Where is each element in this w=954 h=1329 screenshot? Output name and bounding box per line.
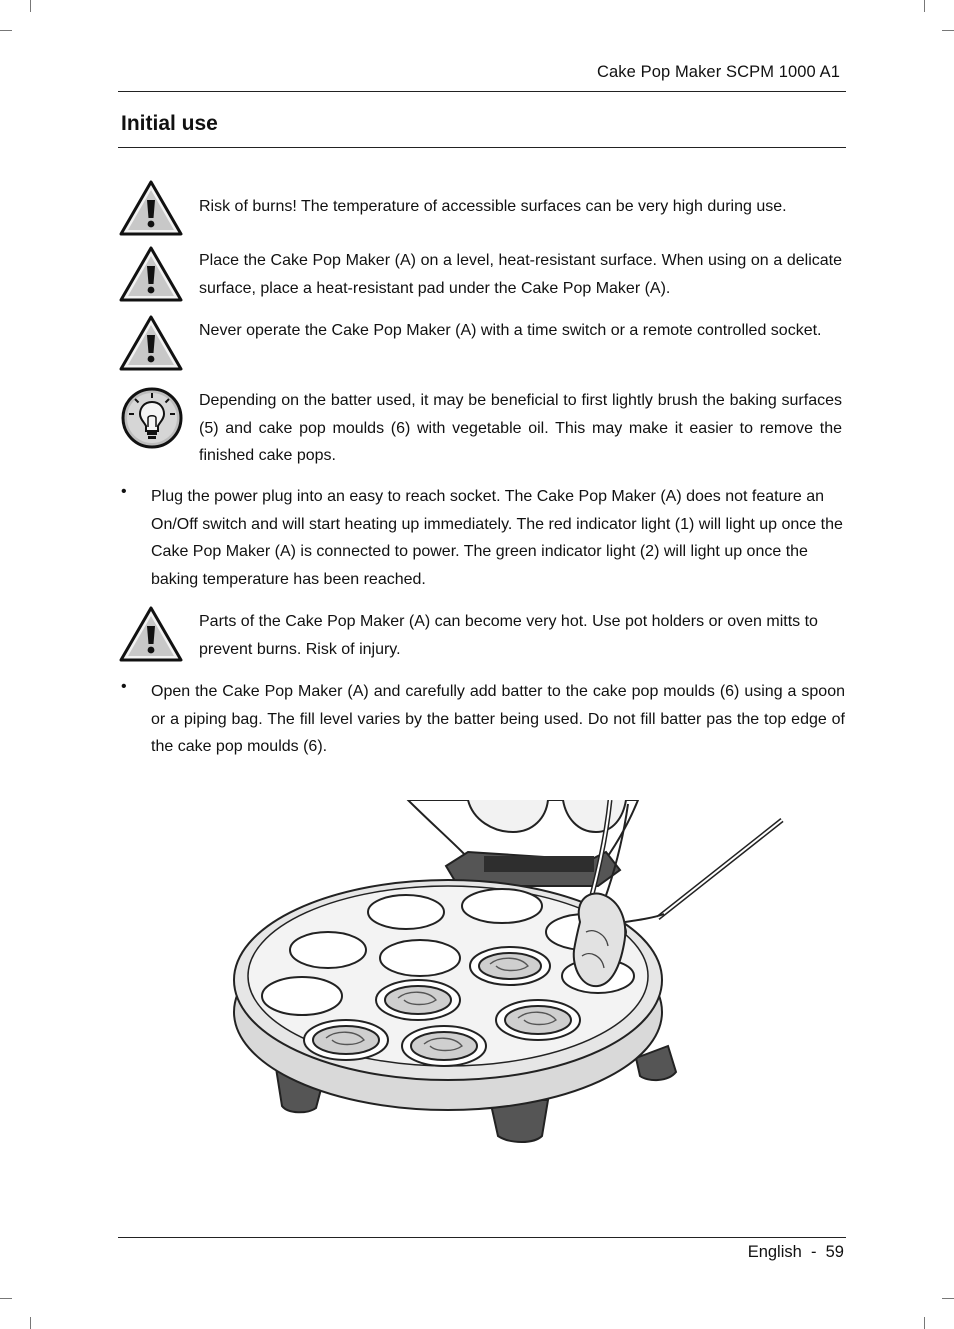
bullet-marker: • — [121, 483, 127, 500]
warning-icon — [119, 315, 183, 371]
bullet-power-plug: Plug the power plug into an easy to reach socket. The Cake Pop Maker (A) does not feature an On/Off switch and will start heating up immediately. The red indicator light (1) will light up once the Cake Pop Maker (A) is connected to power. The green indicator light (2) will light up once the baking temperature has been reached. — [151, 488, 843, 588]
note-time-switch: Never operate the Cake Pop Maker (A) with a time switch or a remote controlled socket. — [199, 322, 822, 339]
warning-icon — [119, 606, 183, 662]
warning-icon — [119, 246, 183, 302]
header-rule — [118, 91, 846, 92]
page-footer: English - 59 — [747, 1243, 844, 1261]
bullet-marker: • — [121, 678, 127, 695]
crop-mark — [0, 30, 12, 31]
crop-mark — [30, 1317, 31, 1329]
crop-mark — [30, 0, 31, 12]
crop-mark — [942, 1298, 954, 1299]
lightbulb-tip-icon — [120, 387, 184, 449]
note-burn-risk: Risk of burns! The temperature of accessible surfaces can be very high during use. — [199, 198, 787, 215]
note-oil-tip: Depending on the batter used, it may be beneficial to first lightly brush the baking surfaces (5) and cake pop moulds (6) with vegetable oil. This may make it easier to remove the finished cake pops. — [199, 392, 842, 465]
crop-mark — [924, 1317, 925, 1329]
crop-mark — [0, 1298, 12, 1299]
footer-rule — [118, 1237, 846, 1238]
crop-mark — [924, 0, 925, 12]
section-title: Initial use — [121, 112, 218, 135]
cake-pop-maker-illustration — [228, 800, 784, 1146]
note-level-surface: Place the Cake Pop Maker (A) on a level, heat-resistant surface. When using on a delicate surface, place a heat-resistant pad under the Cake Pop Maker (A). — [199, 252, 842, 297]
warning-icon — [119, 180, 183, 236]
crop-mark — [942, 30, 954, 31]
note-hot-parts: Parts of the Cake Pop Maker (A) can become very hot. Use pot holders or oven mitts to prevent burns. Risk of injury. — [199, 613, 818, 658]
section-rule — [118, 147, 846, 148]
header-title: Cake Pop Maker SCPM 1000 A1 — [597, 63, 840, 81]
bullet-add-batter: Open the Cake Pop Maker (A) and carefully add batter to the cake pop moulds (6) using a spoon or a piping bag. The fill level varies by the batter being used. Do not fill batter pas the top edge of the cake pop moulds (6). — [151, 683, 845, 756]
